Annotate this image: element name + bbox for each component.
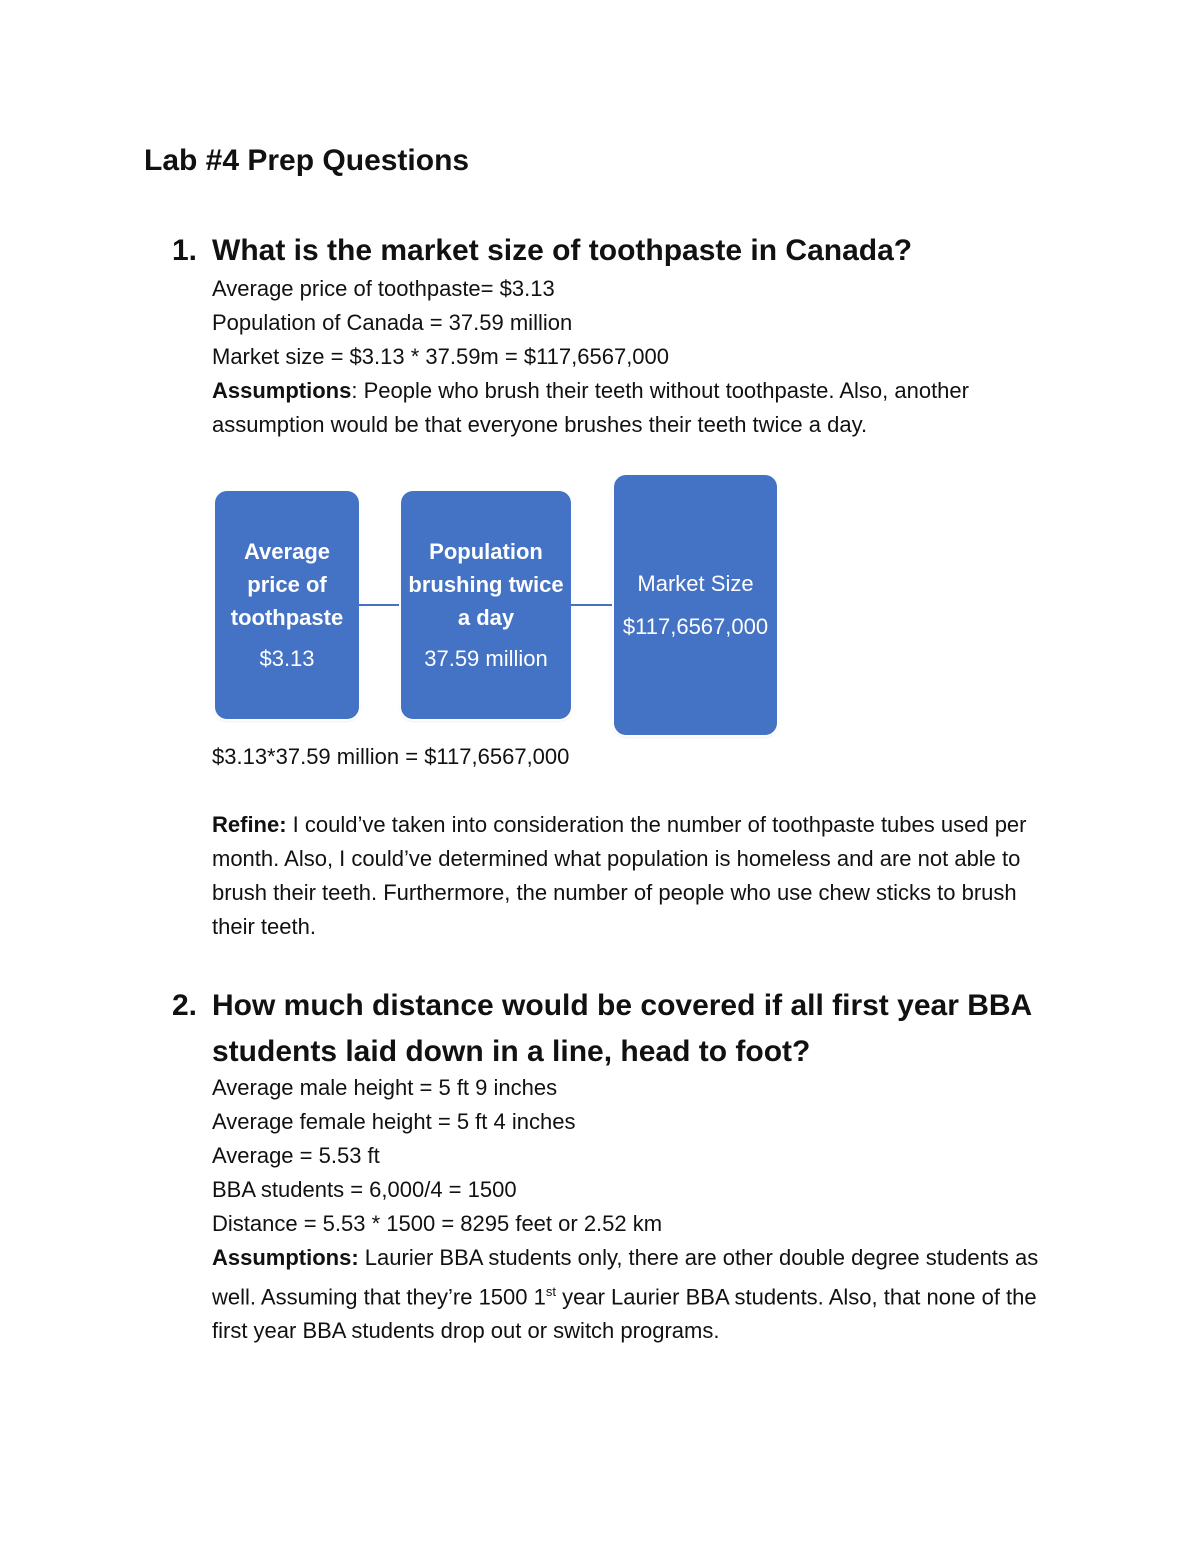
q2-assumptions-superscript: st bbox=[545, 1284, 556, 1299]
question-1-number: 1. bbox=[172, 234, 198, 267]
diagram-connector-2 bbox=[571, 604, 614, 606]
diagram-box-population-title: Population brushing twice a day bbox=[408, 539, 564, 630]
q2-line-average: Average = 5.53 ft bbox=[212, 1143, 380, 1168]
q2-line-male-height: Average male height = 5 ft 9 inches bbox=[212, 1075, 558, 1100]
q1-equation: $3.13*37.59 million = $117,6567,000 bbox=[212, 744, 570, 769]
q1-assumptions-text: : People who brush their teeth without toothpaste. Also, another assumption would be that everyone brushes their teeth twice a day. bbox=[212, 378, 969, 437]
diagram-box-population-value: 37.59 million bbox=[424, 646, 548, 671]
question-2-heading bbox=[172, 983, 1072, 1075]
q1-assumptions-label: Assumptions bbox=[212, 378, 352, 403]
diagram-box-market-size bbox=[614, 475, 777, 735]
question-2-number: 2. bbox=[172, 989, 198, 1022]
q1-refine-text: I could’ve taken into consideration the number of toothpaste tubes used per month. Also, I could’ve determined what population is homeless and are not able to brush their teeth. Furthermore, the number of people who use chew sticks to brush their teeth. bbox=[212, 812, 1027, 939]
q2-assumptions bbox=[212, 1241, 1062, 1348]
q1-line-population: Population of Canada = 37.59 million bbox=[212, 310, 573, 335]
q1-line-market-size: Market size = $3.13 * 37.59m = $117,6567,000 bbox=[212, 344, 670, 369]
page-title: Lab #4 Prep Questions bbox=[144, 144, 470, 177]
question-1-heading bbox=[172, 228, 912, 274]
diagram-box-average-price bbox=[215, 491, 359, 719]
question-1-text: What is the market size of toothpaste in Canada? bbox=[212, 234, 913, 267]
diagram-box-average-price-title: Average price of toothpaste bbox=[230, 539, 344, 630]
q2-assumptions-label: Assumptions: bbox=[212, 1245, 359, 1270]
q2-line-students: BBA students = 6,000/4 = 1500 bbox=[212, 1177, 517, 1202]
q2-line-distance: Distance = 5.53 * 1500 = 8295 feet or 2.52 km bbox=[212, 1211, 663, 1236]
diagram-box-market-size-title: Market Size bbox=[637, 571, 754, 596]
q1-assumptions bbox=[212, 374, 1062, 442]
q1-refine-label: Refine: bbox=[212, 812, 287, 837]
question-2-text: How much distance would be covered if all first year BBA students laid down in a line, head to foot? bbox=[212, 989, 1032, 1068]
q2-assumptions-text-2: year Laurier BBA students. Also, that none of the first year BBA students drop out or switch programs. bbox=[212, 1284, 1037, 1344]
q1-refine bbox=[212, 808, 1062, 944]
diagram-box-population bbox=[401, 491, 571, 719]
q2-assumptions-text-1: Laurier BBA students only, there are other double degree students as well. Assuming that they’re 1500 1 bbox=[212, 1245, 1039, 1310]
q1-line-price: Average price of toothpaste= $3.13 bbox=[212, 276, 555, 301]
diagram-connector-1 bbox=[359, 604, 401, 606]
diagram-box-market-size-value: $117,6567,000 bbox=[622, 614, 769, 639]
q2-line-female-height: Average female height = 5 ft 4 inches bbox=[212, 1109, 576, 1134]
diagram-box-average-price-value: $3.13 bbox=[259, 646, 315, 671]
